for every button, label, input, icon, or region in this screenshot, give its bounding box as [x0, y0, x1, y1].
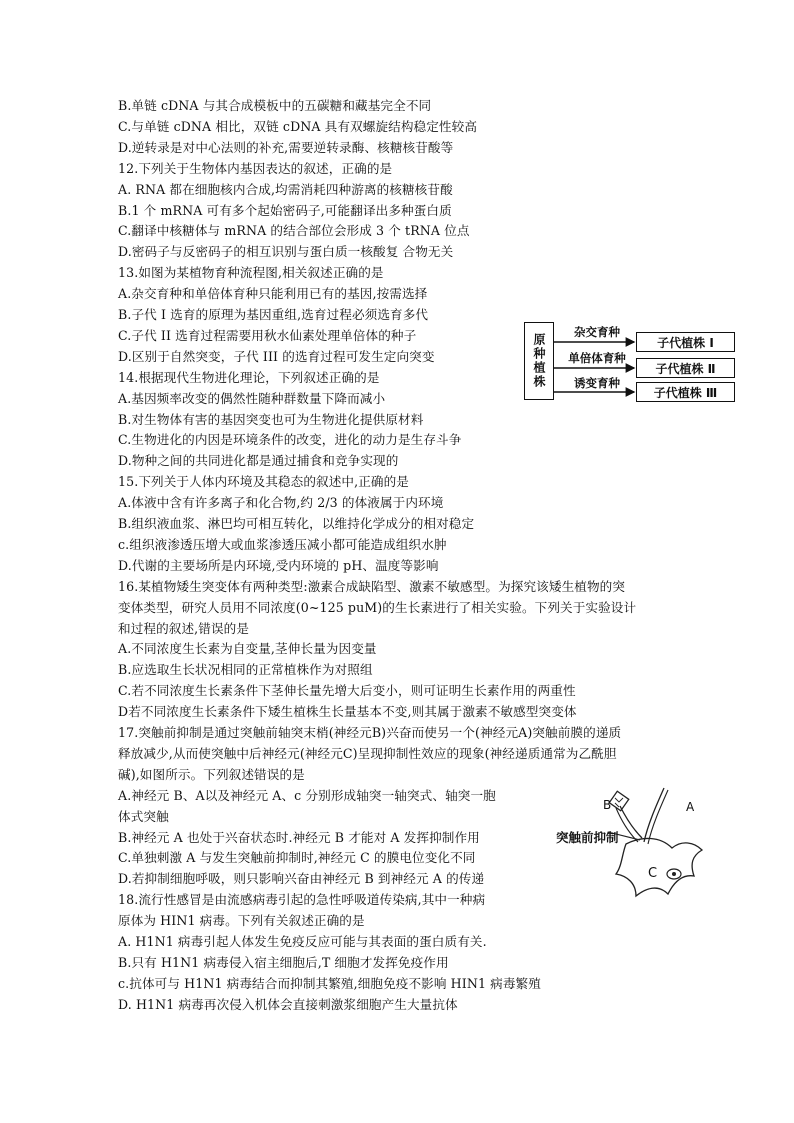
text-line: D.若抑制细胞呼吸，则只影响兴奋由神经元 B 到神经元 A 的传递 — [118, 871, 485, 887]
text-line: C.与单链 cDNA 相比，双链 cDNA 具有双螺旋结构稳定性较高 — [118, 118, 478, 134]
text-line: c.抗体可与 H1N1 病毒结合而抑制其繁殖,细胞免疫不影响 HIN1 病毒繁殖 — [118, 975, 541, 991]
text-line: B.单链 cDNA 与其合成模板中的五碳糖和藏基完全不同 — [118, 98, 432, 113]
text-line: 17.突触前抑制是通过突触前轴突末梢(神经元B)兴奋而使另一个(神经元A)突触前膜的递质 — [118, 725, 622, 740]
text-line: A.杂交育种和单倍体育种只能利用已有的基因,按需选择 — [118, 286, 428, 302]
text-line: D. H1N1 病毒再次侵入机体会直接刺激浆细胞产生大量抗体 — [118, 996, 458, 1012]
label-b: B — [603, 798, 612, 812]
offspring-2-box: 子代植株 Ⅱ — [636, 358, 735, 378]
source-plant-box: 原种植株 — [524, 322, 554, 400]
text-line: 释放减少,从而使突触中后神经元(神经元C)呈现抑制性效应的现象(神经递质通常为乙酰胆 — [118, 745, 617, 761]
offspring-1-box: 子代植株 Ⅰ — [636, 332, 735, 352]
text-line: A. RNA 都在细胞核内合成,均需消耗四种游离的核糖核苷酸 — [118, 181, 453, 197]
text-line: B.子代 I 选育的原理为基因重组,选育过程必须选育多代 — [118, 307, 429, 322]
text-line: 14.根据现代生物进化理论，下列叙述正确的是 — [118, 369, 380, 385]
method-mutation: 诱变育种 — [574, 376, 620, 390]
text-line: D.物种之间的共同进化都是通过捕食和竞争实现的 — [118, 453, 399, 469]
text-line: 13.如图为某植物育种流程图,相关叙述正确的是 — [118, 265, 384, 281]
text-line: 原体为 HIN1 病毒。下列有关叙述正确的是 — [118, 913, 365, 929]
text-line: B.应选取生长状况相同的正常植株作为对照组 — [118, 662, 373, 678]
text-line: C.单独刺激 A 与发生突触前抑制时,神经元 C 的膜电位变化不同 — [118, 850, 476, 866]
text-line: A. H1N1 病毒引起人体发生免疫反应可能与其表面的蛋白质有关. — [118, 934, 487, 949]
text-line: B.组织液血浆、淋巴均可相互转化，以维持化学成分的相对稳定 — [118, 516, 475, 531]
text-line: A.体液中含有许多离子和化合物,约 2/3 的体液属于内环境 — [118, 495, 444, 511]
text-line: A.神经元 B、A以及神经元 A、c 分别形成轴突一轴突式、轴突一胞 — [118, 787, 496, 803]
text-line: 体式突触 — [118, 808, 169, 824]
text-line: 碱),如图所示。下列叙述错误的是 — [118, 766, 305, 782]
text-line: B.只有 H1N1 病毒侵入宿主细胞后,T 细胞才发挥免疫作用 — [118, 954, 449, 970]
text-line: 15.下列关于人体内环境及其稳态的叙述中,正确的是 — [118, 474, 409, 490]
text-line: C.子代 II 选育过程需要用秋水仙素处理单倍体的种子 — [118, 327, 417, 343]
label-a: A — [686, 800, 695, 814]
text-line: B.对生物体有害的基因突变也可为生物进化提供原材料 — [118, 411, 424, 427]
text-line: 18.流行性感冒是由流感病毒引起的急性呼吸道传染病,其中一种病 — [118, 892, 486, 908]
method-haploid: 单倍体育种 — [568, 351, 626, 365]
text-line: c.组织液渗透压增大或血浆渗透压减小都可能造成组织水肿 — [118, 536, 447, 552]
text-line: C.翻译中核糖体与 mRNA 的结合部位会形成 3 个 tRNA 位点 — [118, 223, 470, 239]
text-line: 和过程的叙述,错误的是 — [118, 620, 250, 636]
breeding-flow-diagram — [522, 320, 738, 404]
text-line: D.密码子与反密码子的相互识别与蛋白质一核酸复 合物无关 — [118, 244, 454, 260]
text-line: 12.下列关于生物体内基因表达的叙述，正确的是 — [118, 160, 393, 176]
text-line: B.1 个 mRNA 可有多个起始密码子,可能翻译出多种蛋白质 — [118, 202, 452, 218]
text-line: A.基因频率改变的偶然性随种群数量下降而减小 — [118, 390, 386, 406]
text-line: A.不同浓度生长素为自变量,茎伸长量为因变量 — [118, 641, 377, 657]
text-line: B.神经元 A 也处于兴奋状态时.神经元 B 才能对 A 发挥抑制作用 — [118, 829, 480, 845]
label-presynaptic-inhibition: 突触前抑制 — [556, 830, 619, 845]
neuron-b-terminal — [609, 791, 628, 810]
text-line: D.逆转录是对中心法则的补充,需要逆转录酶、核糖核苷酸等 — [118, 139, 454, 155]
method-hybrid: 杂交育种 — [574, 325, 620, 339]
presynaptic-inhibition-figure — [556, 784, 716, 908]
label-c: C — [648, 866, 658, 881]
neuron-a-axon — [644, 788, 664, 842]
text-line: D若不同浓度生长素条件下矮生植株生长量基本不变,则其属于激素不敏感型突变体 — [118, 704, 577, 720]
text-line: 变体类型，研究人员用不同浓度(0~125 puM)的生长素进行了相关实验。下列关于实验设计 — [118, 599, 637, 615]
offspring-3-box: 子代植株 Ⅲ — [636, 382, 735, 402]
neuron-c-body — [616, 838, 702, 896]
text-line: 16.某植物矮生突变体有两种类型:激素合成缺陷型、激素不敏感型。为探究该矮生植物的突 — [118, 578, 626, 594]
text-line: C.生物进化的内因是环境条件的改变，进化的动力是生存斗争 — [118, 432, 462, 448]
text-line: D.代谢的主要场所是内环境,受内环境的 pH、温度等影响 — [118, 557, 439, 573]
text-line: D.区别于自然突变，子代 III 的选育过程可发生定向突变 — [118, 348, 435, 364]
text-line: C.若不同浓度生长素条件下茎伸长量先增大后变小，则可证明生长素作用的两重性 — [118, 683, 576, 699]
